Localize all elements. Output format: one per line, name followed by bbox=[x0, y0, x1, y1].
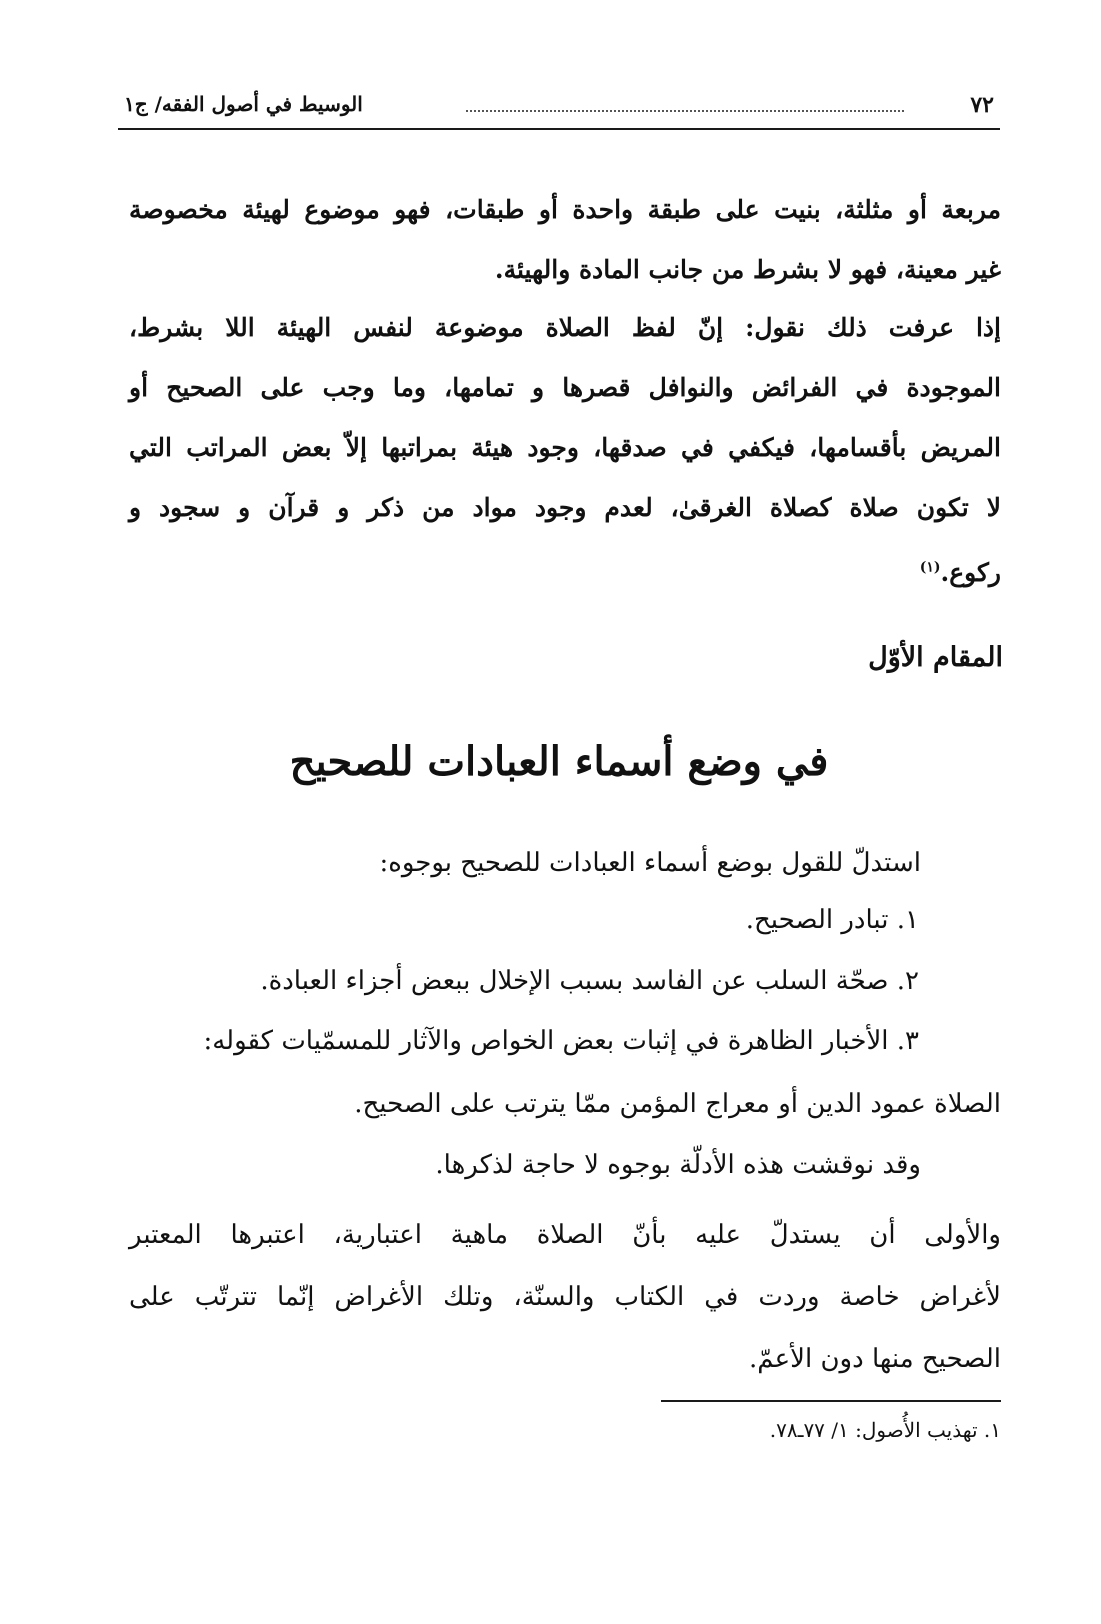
paragraph-2-line-5 bbox=[920, 558, 1001, 587]
list-item-3: ٣. الأخبار الظاهرة في إثبات بعض الخواص والآثار للمسمّيات كقوله: bbox=[203, 1026, 919, 1056]
paragraph-1-line-2: غير معينة، فهو لا بشرط من جانب المادة والهيئة. bbox=[494, 255, 1001, 284]
footnote-reference[interactable]: (١) bbox=[919, 560, 941, 576]
paragraph-3-line-2: لأغراض خاصة وردت في الكتاب والسنّة، وتلك الأغراض إنّما تترتّب على bbox=[129, 1282, 1001, 1312]
footnote-separator bbox=[661, 1400, 1001, 1402]
intro-text: استدلّ للقول بوضع أسماء العبادات للصحيح بوجوه: bbox=[379, 848, 921, 878]
paragraph-2-line-4: لا تكون صلاة كصلاة الغرقىٰ، لعدم وجود مواد من ذكر و قرآن و سجود و bbox=[129, 493, 1001, 522]
header-dotted-leader bbox=[466, 110, 904, 112]
paragraph-2-line-2: الموجودة في الفرائض والنوافل قصرها و تمامها، وما وجب على الصحيح أو bbox=[129, 373, 1001, 402]
section-title: المقام الأوّل bbox=[868, 642, 1003, 673]
chapter-title: في وضع أسماء العبادات للصحيح bbox=[289, 738, 829, 785]
paragraph-3-line-3: الصحيح منها دون الأعمّ. bbox=[749, 1344, 1001, 1374]
page-number: ٧٢ bbox=[970, 92, 994, 118]
paragraph-2-line-1: إذا عرفت ذلك نقول: إنّ لفظ الصلاة موضوعة لنفس الهيئة اللا بشرط، bbox=[129, 313, 1001, 342]
list-item-1: ١. تبادر الصحيح. bbox=[745, 905, 919, 935]
paragraph-1 bbox=[129, 180, 1001, 300]
discussion-text: وقد نوقشت هذه الأدلّة بوجوه لا حاجة لذكرها. bbox=[435, 1150, 921, 1180]
footnote: ١. تهذيب الأُصول: ١/ ٧٧ـ٧٨. bbox=[769, 1418, 1001, 1442]
list-item-2: ٢. صحّة السلب عن الفاسد بسبب الإخلال ببعض أجزاء العبادة. bbox=[260, 966, 919, 996]
book-title: الوسيط في أصول الفقه/ ج١ bbox=[124, 92, 363, 116]
running-header bbox=[118, 84, 1000, 130]
list-item-3-continuation: الصلاة عمود الدين أو معراج المؤمن ممّا يترتب على الصحيح. bbox=[354, 1089, 1001, 1119]
paragraph-2-line-5-text: ركوع. bbox=[940, 558, 1001, 588]
paragraph-2 bbox=[129, 298, 1001, 603]
paragraph-2-line-3: المريض بأقسامها، فيكفي في صدقها، وجود هيئة بمراتبها إلاّ بعض المراتب التي bbox=[129, 433, 1001, 462]
paragraph-1-line-1: مربعة أو مثلثة، بنيت على طبقة واحدة أو طبقات، فهو موضوع لهيئة مخصوصة bbox=[129, 195, 1001, 224]
paragraph-3 bbox=[129, 1204, 1001, 1390]
paragraph-3-line-1: والأولى أن يستدلّ عليه بأنّ الصلاة ماهية اعتبارية، اعتبرها المعتبر bbox=[129, 1220, 1001, 1250]
